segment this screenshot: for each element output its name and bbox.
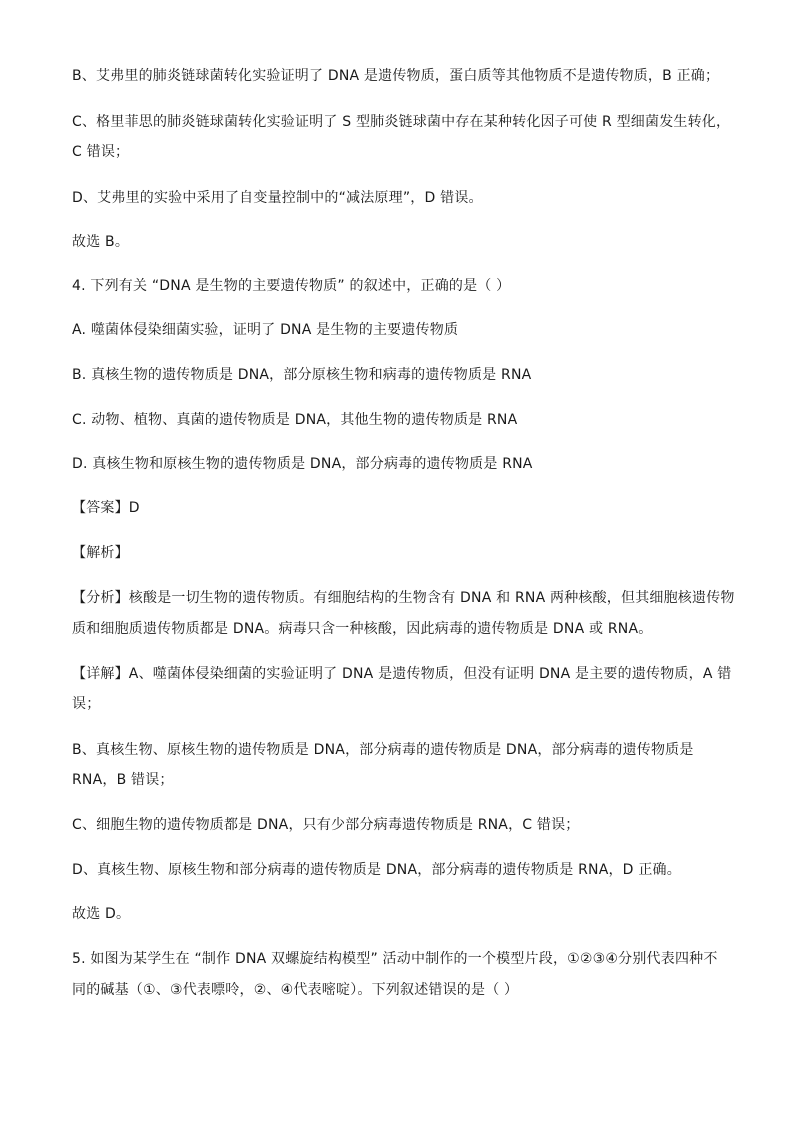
analysis-heading: 【解析】 [72, 545, 129, 561]
detail-b-cont: RNA，B 错误； [72, 772, 174, 788]
analysis-text: 【分析】核酸是一切生物的遗传物质。有细胞结构的生物含有 DNA 和 RNA 两种核酸，但其细胞核遗传物 [72, 590, 735, 606]
question-5-stem-cont: 同的碱基（①、③代表嘌呤，②、④代表嘧啶）。下列叙述错误的是（ ） [72, 982, 519, 998]
detail-a: 【详解】A、噬菌体侵染细菌的实验证明了 DNA 是遗传物质，但没有证明 DNA 是主要的遗传物质，A 错 [72, 666, 732, 682]
detail-d: D、真核生物、原核生物和部分病毒的遗传物质是 DNA，部分病毒的遗传物质是 RNA，D 正确。 [72, 862, 681, 878]
explanation-d: D、艾弗里的实验中采用了自变量控制中的“减法原理”，D 错误。 [72, 190, 483, 206]
detail-a-cont: 误； [72, 696, 101, 712]
option-d: D. 真核生物和原核生物的遗传物质是 DNA，部分病毒的遗传物质是 RNA [72, 456, 533, 472]
answer: 【答案】D [72, 500, 140, 516]
conclusion-d: 故选 D。 [72, 906, 131, 922]
question-5-stem: 5. 如图为某学生在 “制作 DNA 双螺旋结构模型” 活动中制作的一个模型片段，①②③④分别代表四种不 [72, 951, 718, 967]
explanation-c-cont: C 错误； [72, 144, 130, 160]
option-c: C. 动物、植物、真菌的遗传物质是 DNA，其他生物的遗传物质是 RNA [72, 412, 518, 428]
option-a: A. 噬菌体侵染细菌实验，证明了 DNA 是生物的主要遗传物质 [72, 322, 459, 338]
option-b: B. 真核生物的遗传物质是 DNA，部分原核生物和病毒的遗传物质是 RNA [72, 367, 532, 383]
explanation-b: B、艾弗里的肺炎链球菌转化实验证明了 DNA 是遗传物质，蛋白质等其他物质不是遗传物质，B 正确； [72, 68, 720, 84]
detail-b: B、真核生物、原核生物的遗传物质是 DNA，部分病毒的遗传物质是 DNA，部分病毒的遗传物质是 [72, 742, 694, 758]
explanation-c: C、格里菲思的肺炎链球菌转化实验证明了 S 型肺炎链球菌中存在某种转化因子可使 R 型细菌发生转化， [72, 114, 731, 130]
conclusion: 故选 B。 [72, 234, 130, 250]
detail-c: C、细胞生物的遗传物质都是 DNA，只有少部分病毒遗传物质是 RNA，C 错误； [72, 817, 580, 833]
question-4-stem: 4. 下列有关 “DNA 是生物的主要遗传物质” 的叙述中，正确的是（ ） [72, 278, 511, 294]
analysis-text-cont: 质和细胞质遗传物质都是 DNA。病毒只含一种核酸，因此病毒的遗传物质是 DNA 或 RNA。 [72, 621, 653, 637]
